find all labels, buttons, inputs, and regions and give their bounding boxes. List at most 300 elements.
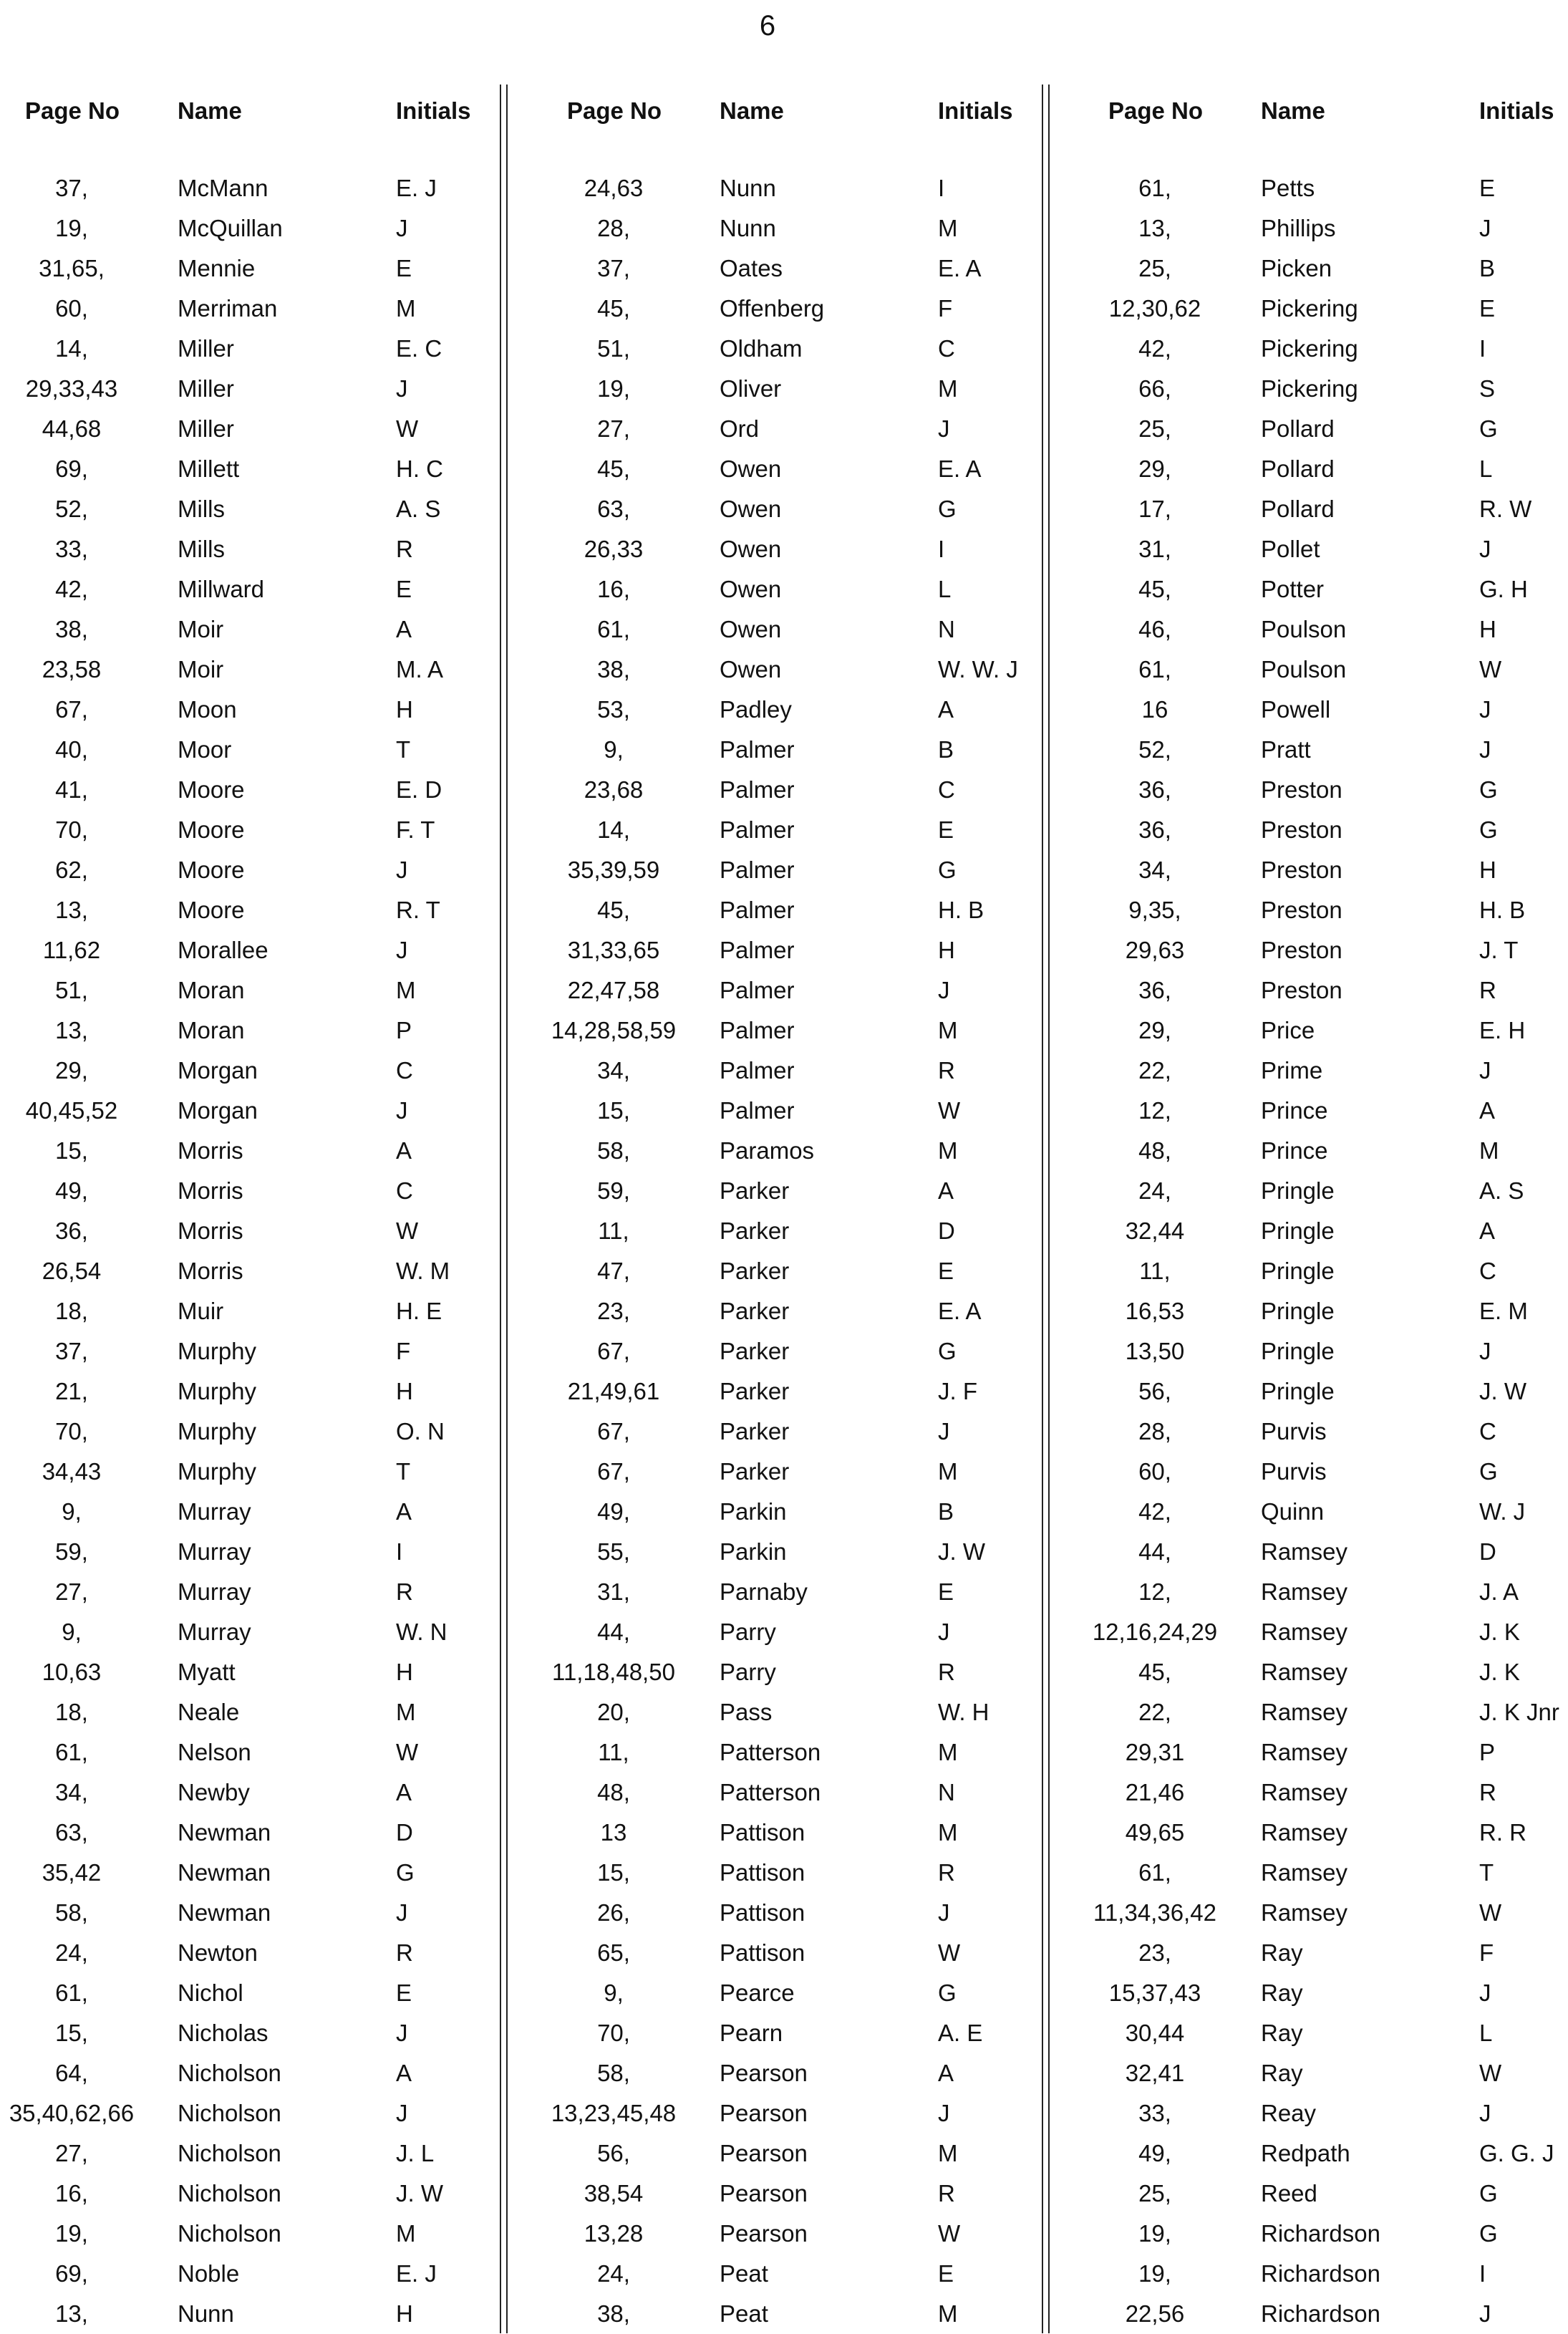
- surname: Moran: [178, 1017, 245, 1043]
- initials: W: [396, 1739, 419, 1765]
- index-row: [1083, 1371, 1568, 1412]
- surname: Palmer: [720, 736, 795, 763]
- page-numbers: 16: [1141, 696, 1168, 723]
- index-row: [1083, 1652, 1568, 1692]
- header-name: Name: [1261, 97, 1325, 124]
- page-numbers: 56,: [1138, 1378, 1171, 1404]
- column-header: [0, 95, 516, 127]
- initials: H. B: [938, 897, 984, 923]
- header-page-no: Page No: [25, 97, 120, 124]
- initials: J. A: [1479, 1578, 1519, 1605]
- page-numbers: 13,: [1138, 215, 1171, 241]
- initials: J: [1479, 2300, 1491, 2327]
- index-row: [0, 168, 516, 208]
- surname: Morris: [178, 1217, 243, 1244]
- initials: H: [938, 937, 955, 963]
- page-numbers: 33,: [55, 536, 88, 562]
- surname: Quinn: [1261, 1498, 1325, 1525]
- index-row: [1083, 208, 1568, 249]
- surname: Oates: [720, 255, 783, 281]
- index-row: [0, 329, 516, 369]
- page-numbers: 15,37,43: [1108, 1979, 1201, 2006]
- page-numbers: 14,28,58,59: [551, 1017, 677, 1043]
- index-row: [0, 2254, 516, 2294]
- initials: G: [1479, 2220, 1498, 2247]
- surname: Pearson: [720, 2180, 808, 2207]
- page-numbers: 36,: [1138, 776, 1171, 803]
- initials: T: [396, 736, 411, 763]
- initials: B: [1479, 255, 1496, 281]
- header-page-no: Page No: [567, 97, 662, 124]
- page-numbers: 32,44: [1125, 1217, 1185, 1244]
- page-numbers: 36,: [55, 1217, 88, 1244]
- initials: J. W: [1479, 1378, 1526, 1404]
- page-numbers: 35,39,59: [567, 857, 660, 883]
- initials: R: [938, 1659, 955, 1685]
- initials: G: [938, 1338, 957, 1364]
- initials: R. T: [396, 897, 440, 923]
- page-numbers: 60,: [1138, 1458, 1171, 1485]
- page-numbers: 13,: [55, 897, 88, 923]
- surname: Redpath: [1261, 2140, 1350, 2166]
- initials: F: [938, 295, 953, 322]
- initials: I: [938, 175, 945, 201]
- surname: Parker: [720, 1378, 790, 1404]
- index-row: [542, 168, 1058, 208]
- index-row: [542, 690, 1058, 730]
- page-numbers: 45,: [597, 455, 630, 482]
- index-row: [1083, 810, 1568, 850]
- index-row: [542, 1011, 1058, 1051]
- surname: Pollard: [1261, 455, 1335, 482]
- index-row: [1083, 1853, 1568, 1893]
- surname: Nelson: [178, 1739, 251, 1765]
- index-row: [0, 1051, 516, 1091]
- initials: P: [1479, 1739, 1496, 1765]
- initials: F: [396, 1338, 411, 1364]
- page-numbers: 35,40,62,66: [9, 2100, 135, 2126]
- page-numbers: 24,: [597, 2260, 630, 2287]
- page-numbers: 15,: [597, 1859, 630, 1886]
- surname: Poulson: [1261, 656, 1347, 683]
- page-numbers: 37,: [55, 1338, 88, 1364]
- initials: H: [396, 696, 413, 723]
- surname: McQuillan: [178, 215, 283, 241]
- surname: Morris: [178, 1177, 243, 1204]
- index-row: [542, 730, 1058, 770]
- surname: Pearson: [720, 2060, 808, 2086]
- initials: J: [396, 857, 408, 883]
- index-row: [542, 1853, 1058, 1893]
- initials: L: [938, 576, 952, 602]
- surname: Parker: [720, 1298, 790, 1324]
- index-row: [0, 449, 516, 489]
- page-numbers: 58,: [55, 1899, 88, 1926]
- initials: G: [1479, 415, 1498, 442]
- page-numbers: 25,: [1138, 415, 1171, 442]
- index-row: [0, 930, 516, 970]
- surname: Millett: [178, 455, 240, 482]
- page-numbers: 24,: [1138, 1177, 1171, 1204]
- surname: Newman: [178, 1899, 271, 1926]
- initials: J. W: [938, 1538, 985, 1565]
- page-numbers: 61,: [1138, 1859, 1171, 1886]
- initials: L: [1479, 455, 1493, 482]
- page-numbers: 18,: [55, 1298, 88, 1324]
- index-row: [542, 1291, 1058, 1331]
- page-numbers: 15,: [597, 1097, 630, 1124]
- initials: E. C: [396, 335, 442, 362]
- index-row: [0, 1612, 516, 1652]
- initials: W: [1479, 656, 1502, 683]
- surname: Newton: [178, 1939, 258, 1966]
- initials: A. S: [1479, 1177, 1524, 1204]
- surname: Murray: [178, 1619, 251, 1645]
- surname: Palmer: [720, 857, 795, 883]
- index-row: [0, 1692, 516, 1732]
- initials: R. W: [1479, 496, 1532, 522]
- surname: Ramsey: [1261, 1859, 1348, 1886]
- initials: H: [396, 2300, 413, 2327]
- index-row: [0, 609, 516, 650]
- initials: H: [1479, 616, 1496, 642]
- initials: R: [938, 2180, 955, 2207]
- page-numbers: 34,: [1138, 857, 1171, 883]
- page-numbers: 19,: [1138, 2220, 1171, 2247]
- page-numbers: 16,: [597, 576, 630, 602]
- surname: Parker: [720, 1458, 790, 1485]
- initials: P: [396, 1017, 412, 1043]
- initials: C: [396, 1057, 413, 1084]
- initials: E: [938, 1578, 954, 1605]
- page-numbers: 42,: [55, 576, 88, 602]
- surname: Neale: [178, 1699, 240, 1725]
- initials: M: [396, 1699, 416, 1725]
- surname: Nicholas: [178, 2020, 268, 2046]
- index-row: [1083, 770, 1568, 810]
- index-row: [0, 2133, 516, 2174]
- initials: J: [396, 937, 408, 963]
- page-numbers: 22,47,58: [567, 977, 660, 1003]
- page-numbers: 25,: [1138, 2180, 1171, 2207]
- header-initials: Initials: [938, 97, 1013, 124]
- surname: Moore: [178, 897, 245, 923]
- surname: Patterson: [720, 1779, 821, 1805]
- header-name: Name: [178, 97, 242, 124]
- index-row: [0, 249, 516, 289]
- page-numbers: 10,63: [42, 1659, 102, 1685]
- initials: J: [938, 977, 950, 1003]
- index-row: [1083, 449, 1568, 489]
- page-numbers: 49,: [1138, 2140, 1171, 2166]
- initials: J: [396, 215, 408, 241]
- index-row: [0, 289, 516, 329]
- index-row: [0, 2294, 516, 2334]
- page-numbers: 49,65: [1125, 1819, 1185, 1846]
- surname: Parker: [720, 1217, 790, 1244]
- index-row: [542, 2174, 1058, 2214]
- surname: Ramsey: [1261, 1538, 1348, 1565]
- page-numbers: 22,: [1138, 1699, 1171, 1725]
- page-numbers: 24,: [55, 1939, 88, 1966]
- initials: M: [938, 2300, 958, 2327]
- index-row: [0, 2013, 516, 2053]
- initials: E: [938, 1258, 954, 1284]
- page-numbers: 66,: [1138, 375, 1171, 402]
- page-numbers: 53,: [597, 696, 630, 723]
- surname: Parker: [720, 1177, 790, 1204]
- page-numbers: 13,28: [584, 2220, 644, 2247]
- surname: Morris: [178, 1258, 243, 1284]
- surname: Palmer: [720, 1057, 795, 1084]
- index-row: [1083, 569, 1568, 609]
- initials: M: [938, 1739, 958, 1765]
- page-numbers: 67,: [597, 1418, 630, 1445]
- surname: Newman: [178, 1859, 271, 1886]
- page-numbers: 44,68: [42, 415, 102, 442]
- initials: A: [938, 696, 954, 723]
- surname: Pearson: [720, 2100, 808, 2126]
- page-numbers: 11,: [1139, 1258, 1171, 1284]
- index-row: [542, 770, 1058, 810]
- page-numbers: 16,53: [1125, 1298, 1185, 1324]
- initials: M: [396, 2220, 416, 2247]
- initials: R: [1479, 977, 1496, 1003]
- page-numbers: 27,: [597, 415, 630, 442]
- index-row: [542, 1251, 1058, 1291]
- page-numbers: 64,: [55, 2060, 88, 2086]
- page-numbers: 51,: [597, 335, 630, 362]
- initials: D: [938, 1217, 955, 1244]
- initials: A. S: [396, 496, 441, 522]
- page-numbers: 23,: [1138, 1939, 1171, 1966]
- surname: Owen: [720, 616, 782, 642]
- column-header: [542, 95, 1058, 127]
- surname: Pratt: [1261, 736, 1311, 763]
- surname: Nunn: [178, 2300, 234, 2327]
- initials: J. W: [396, 2180, 443, 2207]
- initials: C: [396, 1177, 413, 1204]
- column-header: [1083, 95, 1568, 127]
- page-numbers: 61,: [55, 1979, 88, 2006]
- surname: Newby: [178, 1779, 250, 1805]
- surname: Prime: [1261, 1057, 1323, 1084]
- index-row: [542, 289, 1058, 329]
- initials: J: [1479, 2100, 1491, 2126]
- initials: A: [938, 1177, 954, 1204]
- surname: Nicholson: [178, 2140, 281, 2166]
- index-row: [1083, 2214, 1568, 2254]
- page-numbers: 41,: [55, 776, 88, 803]
- initials: H: [396, 1659, 413, 1685]
- page-numbers: 38,: [55, 616, 88, 642]
- surname: Morallee: [178, 937, 268, 963]
- page-numbers: 12,16,24,29: [1092, 1619, 1218, 1645]
- index-row: [0, 1131, 516, 1171]
- index-row: [0, 1171, 516, 1211]
- surname: Parker: [720, 1258, 790, 1284]
- index-row: [1083, 1492, 1568, 1532]
- page-numbers: 33,: [1138, 2100, 1171, 2126]
- index-row: [542, 249, 1058, 289]
- surname: Owen: [720, 576, 782, 602]
- page-numbers: 21,46: [1125, 1779, 1185, 1805]
- page-numbers: 40,: [55, 736, 88, 763]
- initials: J: [938, 2100, 950, 2126]
- surname: Miller: [178, 335, 234, 362]
- page-numbers: 17,: [1138, 496, 1171, 522]
- initials: R: [396, 1939, 413, 1966]
- initials: J: [396, 2020, 408, 2046]
- page-numbers: 61,: [1138, 175, 1171, 201]
- initials: W: [938, 2220, 961, 2247]
- index-row: [1083, 2294, 1568, 2334]
- surname: Millward: [178, 576, 265, 602]
- surname: Morris: [178, 1137, 243, 1164]
- index-row: [542, 1732, 1058, 1773]
- index-row: [0, 1452, 516, 1492]
- surname: Mills: [178, 496, 225, 522]
- page-numbers: 29,: [1138, 455, 1171, 482]
- surname: Richardson: [1261, 2260, 1380, 2287]
- surname: Palmer: [720, 1017, 795, 1043]
- surname: Moore: [178, 816, 245, 843]
- page-numbers: 38,54: [584, 2180, 644, 2207]
- surname: Nichol: [178, 1979, 243, 2006]
- index-row: [0, 1492, 516, 1532]
- index-row: [542, 1131, 1058, 1171]
- page-numbers: 38,: [597, 656, 630, 683]
- initials: H: [396, 1378, 413, 1404]
- index-row: [1083, 1051, 1568, 1091]
- page-numbers: 63,: [597, 496, 630, 522]
- surname: Morgan: [178, 1097, 258, 1124]
- initials: A: [1479, 1097, 1496, 1124]
- surname: Prince: [1261, 1137, 1328, 1164]
- index-row: [542, 1371, 1058, 1412]
- page-numbers: 60,: [55, 295, 88, 322]
- initials: A. E: [938, 2020, 983, 2046]
- page-numbers: 22,56: [1125, 2300, 1185, 2327]
- initials: E: [1479, 175, 1496, 201]
- surname: Peat: [720, 2260, 768, 2287]
- initials: J. K Jnr: [1479, 1699, 1559, 1725]
- surname: Moran: [178, 977, 245, 1003]
- index-row: [1083, 970, 1568, 1011]
- surname: Ramsey: [1261, 1659, 1348, 1685]
- surname: Ray: [1261, 2020, 1303, 2046]
- index-row: [0, 1091, 516, 1131]
- initials: J: [938, 1418, 950, 1445]
- index-rows: [542, 168, 1058, 2334]
- page-numbers: 45,: [597, 897, 630, 923]
- index-row: [1083, 1452, 1568, 1492]
- index-row: [542, 1973, 1058, 2013]
- initials: E: [396, 255, 412, 281]
- surname: Pattison: [720, 1859, 805, 1886]
- page-numbers: 69,: [55, 2260, 88, 2287]
- initials: J. T: [1479, 937, 1519, 963]
- initials: S: [1479, 375, 1496, 402]
- surname: Preston: [1261, 776, 1342, 803]
- index-row: [1083, 2254, 1568, 2294]
- initials: J: [396, 2100, 408, 2126]
- surname: Pickering: [1261, 375, 1358, 402]
- index-row: [0, 770, 516, 810]
- index-row: [1083, 1211, 1568, 1251]
- initials: J: [1479, 536, 1491, 562]
- initials: I: [1479, 2260, 1486, 2287]
- page-numbers: 29,31: [1125, 1739, 1185, 1765]
- page-numbers: 40,45,52: [25, 1097, 118, 1124]
- index-row: [542, 1652, 1058, 1692]
- initials: W: [396, 415, 419, 442]
- initials: G: [938, 857, 957, 883]
- index-row: [542, 2214, 1058, 2254]
- surname: Nicholson: [178, 2220, 281, 2247]
- surname: Pearce: [720, 1979, 795, 2006]
- surname: Petts: [1261, 175, 1315, 201]
- index-row: [542, 2093, 1058, 2133]
- index-row: [542, 409, 1058, 449]
- initials: E. D: [396, 776, 442, 803]
- initials: J: [396, 375, 408, 402]
- initials: T: [1479, 1859, 1494, 1886]
- initials: W: [938, 1097, 961, 1124]
- index-row: [0, 650, 516, 690]
- initials: J: [1479, 1979, 1491, 2006]
- index-row: [0, 1291, 516, 1331]
- page-numbers: 25,: [1138, 255, 1171, 281]
- initials: C: [1479, 1258, 1496, 1284]
- initials: W. W. J: [938, 656, 1018, 683]
- initials: R: [938, 1057, 955, 1084]
- index-row: [0, 208, 516, 249]
- surname: Oldham: [720, 335, 803, 362]
- surname: Nunn: [720, 215, 776, 241]
- index-row: [0, 890, 516, 930]
- index-row: [542, 1813, 1058, 1853]
- initials: G: [938, 1979, 957, 2006]
- page-numbers: 45,: [1138, 1659, 1171, 1685]
- index-row: [0, 850, 516, 890]
- page-numbers: 38,: [597, 2300, 630, 2327]
- initials: M: [938, 1458, 958, 1485]
- page-numbers: 45,: [1138, 576, 1171, 602]
- index-row: [1083, 529, 1568, 569]
- index-row: [542, 1211, 1058, 1251]
- index-row: [1083, 1973, 1568, 2013]
- index-row: [1083, 1091, 1568, 1131]
- index-row: [1083, 1331, 1568, 1371]
- page-numbers: 42,: [1138, 1498, 1171, 1525]
- index-row: [0, 1211, 516, 1251]
- surname: Nicholson: [178, 2180, 281, 2207]
- index-row: [1083, 1251, 1568, 1291]
- initials: A: [938, 2060, 954, 2086]
- surname: Moore: [178, 857, 245, 883]
- header-name: Name: [720, 97, 784, 124]
- index-row: [1083, 609, 1568, 650]
- initials: E: [396, 576, 412, 602]
- page-numbers: 29,: [55, 1057, 88, 1084]
- index-row: [0, 1251, 516, 1291]
- surname: Palmer: [720, 816, 795, 843]
- index-row: [1083, 1813, 1568, 1853]
- page-numbers: 70,: [597, 2020, 630, 2046]
- header-page-no: Page No: [1108, 97, 1204, 124]
- index-rows: [0, 168, 516, 2334]
